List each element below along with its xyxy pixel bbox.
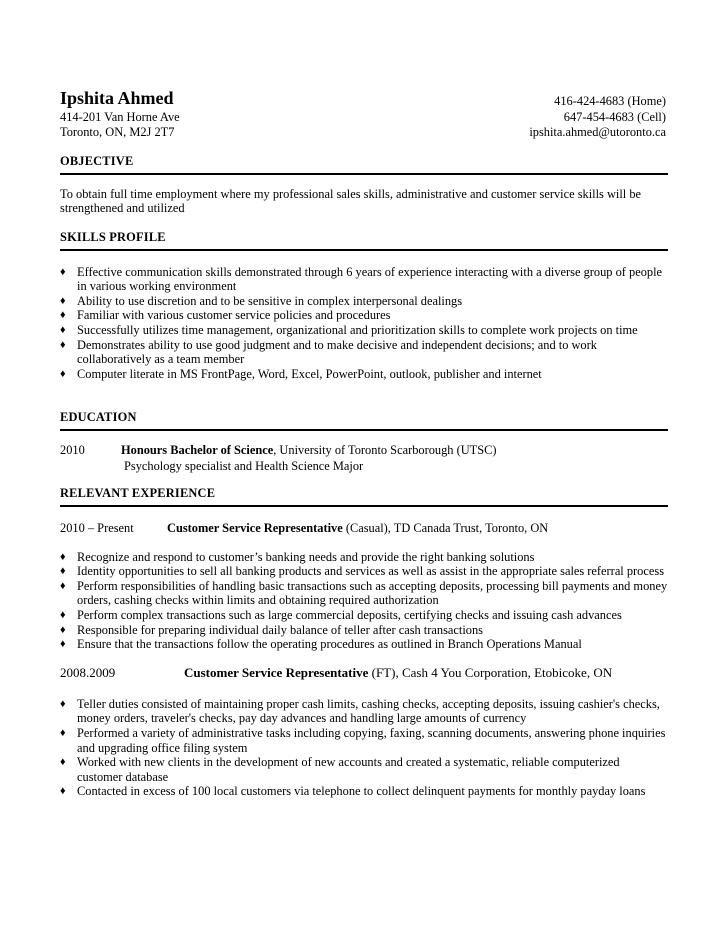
job-header [60, 666, 668, 688]
diamond-bullet-icon: ♦ [60, 785, 66, 798]
address-line-1: 414-201 Van Horne Ave [60, 110, 180, 124]
diamond-bullet-icon: ♦ [60, 579, 66, 592]
diamond-bullet-icon: ♦ [60, 565, 66, 578]
education-section [60, 410, 668, 475]
job-header [60, 521, 668, 541]
diamond-bullet-icon: ♦ [60, 309, 66, 322]
list-item: ♦ Recognize and respond to customer’s banking needs and provide the right banking solutions [60, 549, 535, 564]
job-org: (FT), Cash 4 You Corporation, Etobicoke, ON [368, 664, 613, 680]
diamond-bullet-icon: ♦ [60, 323, 66, 336]
list-item: ♦ Contacted in excess of 100 local customers via telephone to collect delinquent payments for monthly payday loans [60, 784, 646, 799]
list-item: ♦ Identity opportunities to sell all banking products and services as well as assist in the appropriate sales referral process [60, 564, 665, 579]
diamond-bullet-icon: ♦ [60, 550, 66, 563]
list-item: ♦ Perform complex transactions such as large commercial deposits, certifying checks and issuing cash advances [60, 607, 622, 622]
objective-section [60, 154, 668, 216]
diamond-bullet-icon: ♦ [60, 697, 66, 710]
diamond-bullet-icon: ♦ [60, 623, 66, 636]
job-duties-list [60, 697, 668, 799]
list-item: ♦ Performed a variety of administrative tasks including copying, faxing, scanning documents, answering phone inquiries and upgrading office filing system [60, 725, 666, 755]
candidate-name: Ipshita Ahmed [60, 88, 174, 108]
address-line-2: Toronto, ON, M2J 2T7 [60, 125, 175, 139]
diamond-bullet-icon: ♦ [60, 638, 66, 651]
list-item: ♦ Computer literate in MS FrontPage, Word, Excel, PowerPoint, outlook, publisher and internet [60, 366, 542, 381]
education-entry [60, 443, 668, 459]
list-item: ♦ Successfully utilizes time management, organizational and prioritization skills to complete work projects on time [60, 322, 638, 337]
education-institution: , University of Toronto Scarborough (UTSC) [273, 442, 497, 457]
email-address: ipshita.ahmed@utoronto.ca [529, 125, 666, 139]
list-item: ♦ Effective communication skills demonstrated through 6 years of experience interacting with a diverse group of people in various working environment [60, 264, 663, 294]
experience-heading: RELEVANT EXPERIENCE [60, 486, 668, 507]
list-item: ♦ Ensure that the transactions follow the operating procedures as outlined in Branch Operations Manual [60, 637, 582, 652]
list-item: ♦ Perform responsibilities of handling basic transactions such as accepting deposits, processing bill payments and money orders, cashing checks within limits and obtaining required authorization [60, 578, 668, 608]
list-item: ♦ Worked with new clients in the development of new accounts and created a systematic, reliable computerized customer database [60, 755, 620, 784]
job-dates: 2008.2009 [60, 664, 116, 680]
education-year: 2010 [60, 442, 85, 457]
job-title: Customer Service Representative [167, 520, 343, 535]
skills-heading: SKILLS PROFILE [60, 230, 668, 251]
list-item: ♦ Familiar with various customer service policies and procedures [60, 308, 391, 323]
list-item: ♦ Responsible for preparing individual daily balance of teller after cash transactions [60, 622, 483, 637]
education-heading: EDUCATION [60, 410, 668, 431]
list-item: ♦ Teller duties consisted of maintaining proper cash limits, cashing checks, accepting deposits, issuing cashier's checks, money orders, traveler's checks, pay day advances and handling large amounts of currency [60, 696, 660, 726]
diamond-bullet-icon: ♦ [60, 756, 66, 769]
diamond-bullet-icon: ♦ [60, 265, 66, 278]
objective-text: To obtain full time employment where my professional sales skills, administrative and customer service skills will be strengthened and utilized [60, 186, 642, 216]
diamond-bullet-icon: ♦ [60, 608, 66, 621]
job-title: Customer Service Representative [184, 664, 369, 680]
phone-home: 416-424-4683 (Home) [554, 94, 666, 108]
education-detail: Psychology specialist and Health Science Major [124, 458, 364, 473]
skills-list [60, 265, 668, 382]
skills-section [60, 230, 668, 381]
diamond-bullet-icon: ♦ [60, 294, 66, 307]
objective-heading: OBJECTIVE [60, 154, 668, 175]
diamond-bullet-icon: ♦ [60, 367, 66, 380]
job-org: (Casual), TD Canada Trust, Toronto, ON [342, 520, 549, 535]
education-degree: Honours Bachelor of Science [121, 442, 274, 457]
diamond-bullet-icon: ♦ [60, 726, 66, 739]
job-dates: 2010 – Present [60, 520, 134, 535]
experience-section [60, 486, 668, 799]
phone-cell: 647-454-4683 (Cell) [563, 110, 666, 124]
job-duties-list [60, 550, 668, 652]
list-item: ♦ Demonstrates ability to use good judgment and to make decisive and independent decisions; and to work collaboratively as a team member [60, 337, 597, 367]
diamond-bullet-icon: ♦ [60, 338, 66, 351]
list-item: ♦ Ability to use discretion and to be sensitive in complex interpersonal dealings [60, 293, 463, 308]
